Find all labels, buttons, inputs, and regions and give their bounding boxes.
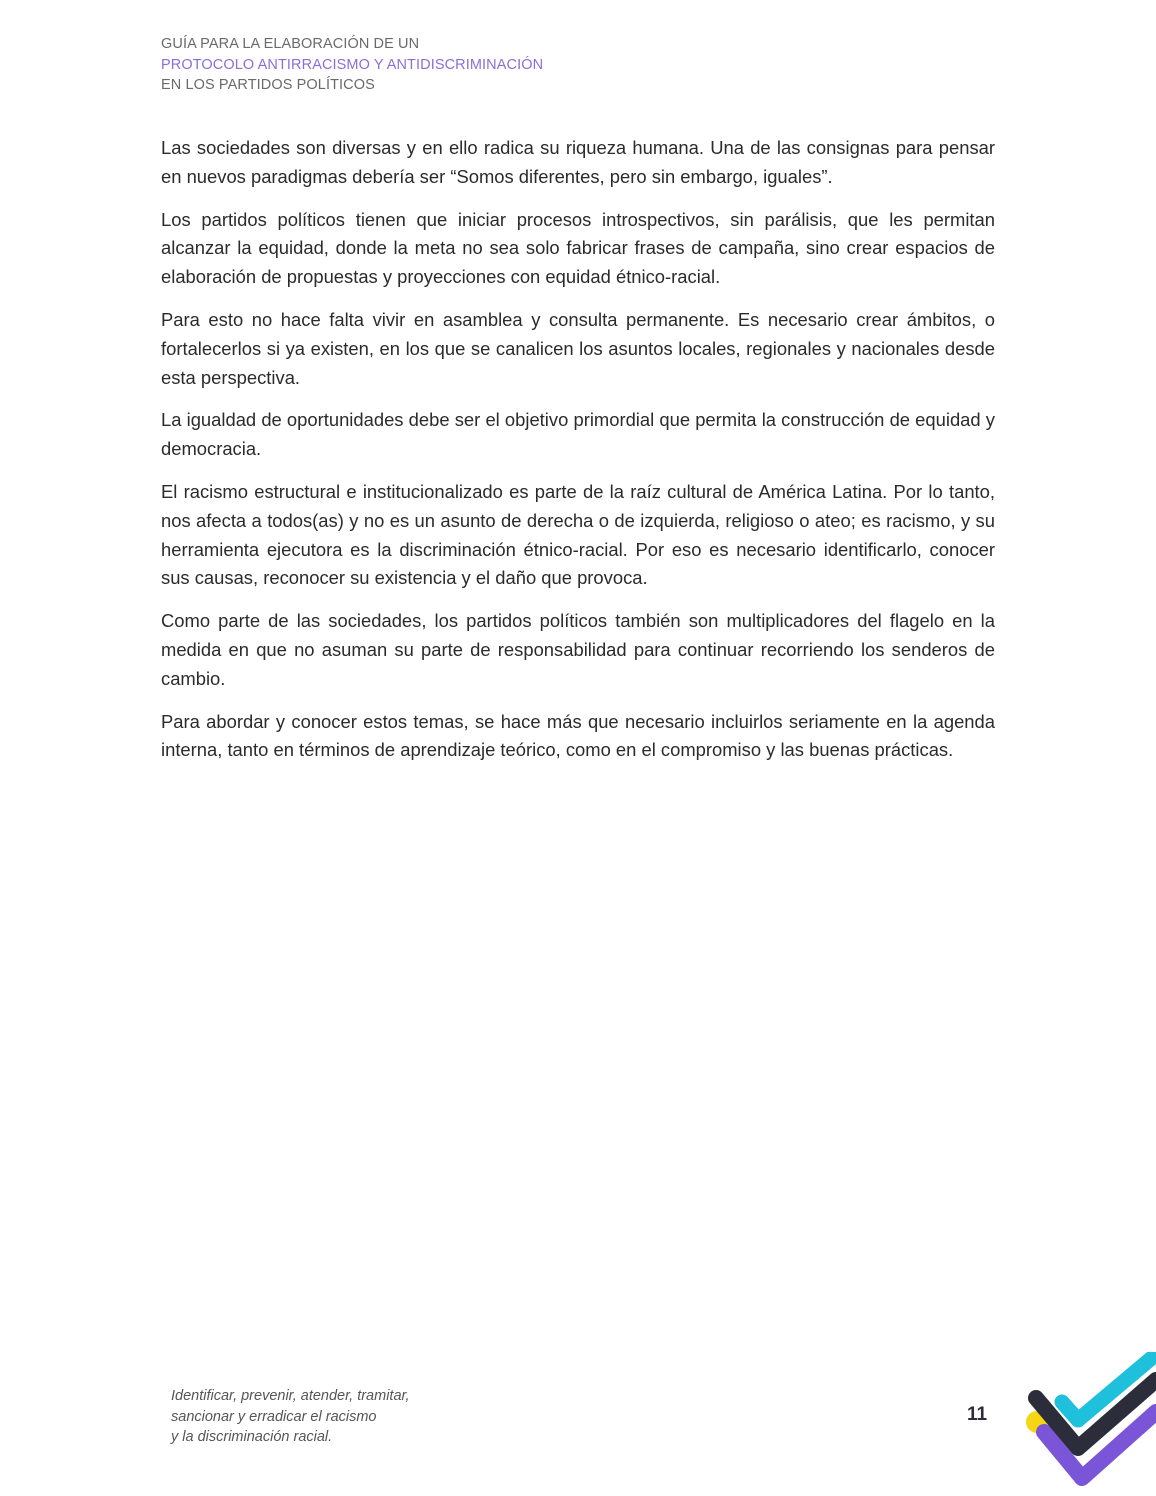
header-line-2: PROTOCOLO ANTIRRACISMO Y ANTIDISCRIMINACIÓN	[161, 56, 544, 73]
body-text	[161, 134, 995, 779]
header-line-1: GUÍA PARA LA ELABORACIÓN DE UN	[161, 36, 420, 52]
header-line-3: EN LOS PARTIDOS POLÍTICOS	[161, 77, 375, 93]
paragraph: La igualdad de oportunidades debe ser el objetivo primordial que permita la construcción de equidad y democracia.	[161, 409, 995, 460]
page-number: 11	[966, 1404, 988, 1425]
tagline-line-3: y la discriminación racial.	[171, 1429, 333, 1445]
paragraph: Como parte de las sociedades, los partidos políticos también son multiplicadores del flagelo en la medida en que no asuman su parte de responsabilidad para continuar recorriendo los senderos de cambio.	[161, 610, 995, 689]
checkmark-logo-icon	[1018, 1352, 1156, 1496]
paragraph: Para esto no hace falta vivir en asamblea y consulta permanente. Es necesario crear ámbitos, o fortalecerlos si ya existen, en los que se canalicen los asuntos locales, regionales y nacionales desde esta perspectiva.	[161, 308, 995, 388]
paragraph: Las sociedades son diversas y en ello radica su riqueza humana. Una de las consignas para pensar en nuevos paradigmas debería ser “Somos diferentes, pero sin embargo, iguales”.	[161, 137, 995, 187]
paragraph: El racismo estructural e institucionalizado es parte de la raíz cultural de América Latina. Por lo tanto, nos afecta a todos(as) y no es un asunto de derecha o de izquierda, religioso o ateo; es racismo, y su herramienta ejecutora es la discriminación étnico-racial. Por eso es necesario identificarlo, conocer sus causas, reconocer su existencia y el daño que provoca.	[161, 480, 995, 589]
running-header	[161, 34, 543, 96]
tagline-line-1: Identificar, prevenir, atender, tramitar,	[171, 1388, 410, 1404]
footer-tagline	[171, 1386, 410, 1448]
tagline-line-2: sancionar y erradicar el racismo	[171, 1408, 377, 1425]
paragraph: Los partidos políticos tienen que iniciar procesos introspectivos, sin parálisis, que les permitan alcanzar la equidad, donde la meta no sea solo fabricar frases de campaña, sino crear espacios de elaboración de propuestas y proyecciones con equidad étnico-racial.	[161, 208, 995, 288]
paragraph: Para abordar y conocer estos temas, se hace más que necesario incluirlos seriamente en la agenda interna, tanto en términos de aprendizaje teórico, como en el compromiso y las buenas prácticas.	[161, 710, 995, 761]
